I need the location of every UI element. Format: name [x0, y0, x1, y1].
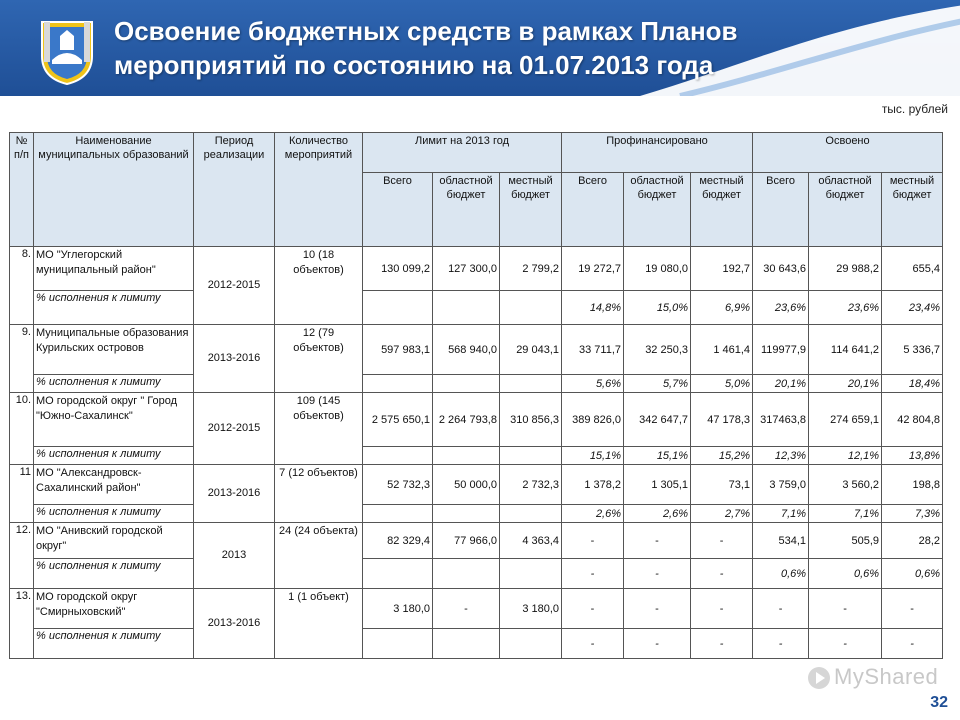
empty-cell: [363, 291, 433, 325]
value-cell: 534,1: [753, 523, 809, 559]
value-cell: 3 180,0: [363, 589, 433, 629]
percent-cell: 12,1%: [809, 447, 882, 465]
table-row: [10, 393, 943, 447]
percent-label: % исполнения к лимиту: [34, 447, 194, 465]
empty-cell: [500, 505, 562, 523]
period-cell: 2013-2016: [194, 589, 275, 659]
value-cell: -: [562, 589, 624, 629]
municipality-name: МО "Углегорский муниципальный район": [34, 247, 194, 291]
row-number: 8.: [10, 247, 34, 325]
value-cell: 310 856,3: [500, 393, 562, 447]
value-cell: 1 378,2: [562, 465, 624, 505]
header-funded-regional: областной бюджет: [624, 173, 691, 247]
row-number: 10.: [10, 393, 34, 465]
count-cell: 10 (18 объектов): [275, 247, 363, 325]
period-cell: 2012-2015: [194, 247, 275, 325]
empty-cell: [363, 375, 433, 393]
empty-cell: [363, 505, 433, 523]
value-cell: 127 300,0: [433, 247, 500, 291]
municipality-name: МО городской округ "Смирныховский": [34, 589, 194, 629]
percent-cell: 18,4%: [882, 375, 943, 393]
table-row: [10, 589, 943, 629]
value-cell: -: [691, 589, 753, 629]
percent-cell: 5,6%: [562, 375, 624, 393]
table-body: [10, 247, 943, 659]
percent-cell: 0,6%: [882, 559, 943, 589]
value-cell: 2 264 793,8: [433, 393, 500, 447]
value-cell: 655,4: [882, 247, 943, 291]
empty-cell: [433, 447, 500, 465]
percent-cell: 23,6%: [809, 291, 882, 325]
percent-cell: 5,7%: [624, 375, 691, 393]
value-cell: 82 329,4: [363, 523, 433, 559]
row-number: 12.: [10, 523, 34, 589]
value-cell: 130 099,2: [363, 247, 433, 291]
row-number: 9.: [10, 325, 34, 393]
header-mastered: Освоено: [753, 133, 943, 173]
percent-cell: -: [624, 559, 691, 589]
percent-cell: -: [691, 559, 753, 589]
table-row: [10, 523, 943, 559]
value-cell: -: [809, 589, 882, 629]
percent-cell: 12,3%: [753, 447, 809, 465]
value-cell: -: [624, 589, 691, 629]
value-cell: 2 732,3: [500, 465, 562, 505]
percent-cell: 2,6%: [562, 505, 624, 523]
count-cell: 12 (79 объектов): [275, 325, 363, 393]
value-cell: 2 575 650,1: [363, 393, 433, 447]
value-cell: 47 178,3: [691, 393, 753, 447]
slide-title: [114, 14, 834, 82]
value-cell: 342 647,7: [624, 393, 691, 447]
empty-cell: [500, 375, 562, 393]
value-cell: 274 659,1: [809, 393, 882, 447]
percent-cell: 15,1%: [624, 447, 691, 465]
table-row: [10, 247, 943, 291]
title-line-2: мероприятий по состоянию на 01.07.2013 года: [114, 50, 714, 80]
value-cell: 30 643,6: [753, 247, 809, 291]
header-mastered-total: Всего: [753, 173, 809, 247]
value-cell: 50 000,0: [433, 465, 500, 505]
coat-of-arms-icon: [38, 16, 96, 86]
empty-cell: [433, 291, 500, 325]
value-cell: 192,7: [691, 247, 753, 291]
value-cell: 1 461,4: [691, 325, 753, 375]
percent-cell: 13,8%: [882, 447, 943, 465]
row-number: 11: [10, 465, 34, 523]
percent-cell: 0,6%: [753, 559, 809, 589]
percent-cell: 0,6%: [809, 559, 882, 589]
empty-cell: [433, 375, 500, 393]
percent-row: [10, 447, 943, 465]
value-cell: 42 804,8: [882, 393, 943, 447]
percent-cell: -: [753, 629, 809, 659]
count-cell: 1 (1 объект): [275, 589, 363, 659]
value-cell: 4 363,4: [500, 523, 562, 559]
percent-cell: 15,1%: [562, 447, 624, 465]
percent-row: [10, 505, 943, 523]
value-cell: -: [753, 589, 809, 629]
percent-cell: 23,6%: [753, 291, 809, 325]
percent-label: % исполнения к лимиту: [34, 375, 194, 393]
slide-header: [0, 0, 960, 96]
value-cell: 29 988,2: [809, 247, 882, 291]
header-limit-local: местный бюджет: [500, 173, 562, 247]
value-cell: 29 043,1: [500, 325, 562, 375]
percent-cell: -: [809, 629, 882, 659]
empty-cell: [500, 629, 562, 659]
budget-table: [9, 132, 943, 659]
title-line-1: Освоение бюджетных средств в рамках Планов: [114, 16, 738, 46]
value-cell: 3 759,0: [753, 465, 809, 505]
percent-row: [10, 291, 943, 325]
empty-cell: [433, 629, 500, 659]
value-cell: -: [691, 523, 753, 559]
percent-row: [10, 559, 943, 589]
empty-cell: [363, 447, 433, 465]
value-cell: 3 560,2: [809, 465, 882, 505]
value-cell: 119977,9: [753, 325, 809, 375]
unit-label: тыс. рублей: [881, 102, 948, 116]
municipality-name: МО "Анивский городской округ": [34, 523, 194, 559]
header-funded-total: Всего: [562, 173, 624, 247]
percent-cell: -: [624, 629, 691, 659]
watermark: [808, 664, 938, 690]
empty-cell: [500, 559, 562, 589]
value-cell: 33 711,7: [562, 325, 624, 375]
percent-cell: 23,4%: [882, 291, 943, 325]
percent-cell: -: [562, 629, 624, 659]
header-count: Количество мероприятий: [275, 133, 363, 247]
value-cell: 5 336,7: [882, 325, 943, 375]
period-cell: 2013: [194, 523, 275, 589]
value-cell: 1 305,1: [624, 465, 691, 505]
percent-cell: 5,0%: [691, 375, 753, 393]
period-cell: 2013-2016: [194, 325, 275, 393]
value-cell: 19 080,0: [624, 247, 691, 291]
value-cell: 73,1: [691, 465, 753, 505]
header-name: Наименование муниципальных образований: [34, 133, 194, 247]
percent-cell: -: [562, 559, 624, 589]
municipality-name: МО городской округ " Город "Южно-Сахалинск": [34, 393, 194, 447]
value-cell: 389 826,0: [562, 393, 624, 447]
value-cell: 568 940,0: [433, 325, 500, 375]
empty-cell: [500, 291, 562, 325]
value-cell: 114 641,2: [809, 325, 882, 375]
value-cell: 317463,8: [753, 393, 809, 447]
period-cell: 2012-2015: [194, 393, 275, 465]
percent-label: % исполнения к лимиту: [34, 559, 194, 589]
period-cell: 2013-2016: [194, 465, 275, 523]
percent-label: % исполнения к лимиту: [34, 291, 194, 325]
empty-cell: [500, 447, 562, 465]
percent-cell: 15,2%: [691, 447, 753, 465]
percent-label: % исполнения к лимиту: [34, 629, 194, 659]
percent-cell: 7,1%: [809, 505, 882, 523]
value-cell: -: [882, 589, 943, 629]
municipality-name: Муниципальные образования Курильских островов: [34, 325, 194, 375]
value-cell: 505,9: [809, 523, 882, 559]
header-limit-regional: областной бюджет: [433, 173, 500, 247]
value-cell: 77 966,0: [433, 523, 500, 559]
header-funded: Профинансировано: [562, 133, 753, 173]
percent-cell: 2,6%: [624, 505, 691, 523]
empty-cell: [363, 559, 433, 589]
percent-cell: -: [882, 629, 943, 659]
header-funded-local: местный бюджет: [691, 173, 753, 247]
header-limit-total: Всего: [363, 173, 433, 247]
value-cell: 19 272,7: [562, 247, 624, 291]
percent-row: [10, 629, 943, 659]
percent-label: % исполнения к лимиту: [34, 505, 194, 523]
percent-cell: 2,7%: [691, 505, 753, 523]
percent-cell: 7,3%: [882, 505, 943, 523]
percent-cell: 15,0%: [624, 291, 691, 325]
count-cell: 109 (145 объектов): [275, 393, 363, 465]
count-cell: 7 (12 объектов): [275, 465, 363, 523]
header-mastered-local: местный бюджет: [882, 173, 943, 247]
empty-cell: [433, 559, 500, 589]
value-cell: 28,2: [882, 523, 943, 559]
value-cell: -: [624, 523, 691, 559]
percent-row: [10, 375, 943, 393]
header-num: № п/п: [10, 133, 34, 247]
header-limit: Лимит на 2013 год: [363, 133, 562, 173]
percent-cell: 7,1%: [753, 505, 809, 523]
value-cell: -: [562, 523, 624, 559]
municipality-name: МО "Александровск-Сахалинский район": [34, 465, 194, 505]
empty-cell: [363, 629, 433, 659]
value-cell: -: [433, 589, 500, 629]
value-cell: 2 799,2: [500, 247, 562, 291]
watermark-text: MyShared: [834, 664, 939, 689]
value-cell: 597 983,1: [363, 325, 433, 375]
header-mastered-regional: областной бюджет: [809, 173, 882, 247]
page-number: 32: [930, 694, 948, 711]
table-row: [10, 465, 943, 505]
row-number: 13.: [10, 589, 34, 659]
percent-cell: 14,8%: [562, 291, 624, 325]
percent-cell: 20,1%: [809, 375, 882, 393]
percent-cell: 20,1%: [753, 375, 809, 393]
table-row: [10, 325, 943, 375]
percent-cell: -: [691, 629, 753, 659]
value-cell: 32 250,3: [624, 325, 691, 375]
value-cell: 198,8: [882, 465, 943, 505]
empty-cell: [433, 505, 500, 523]
value-cell: 52 732,3: [363, 465, 433, 505]
count-cell: 24 (24 объекта): [275, 523, 363, 589]
percent-cell: 6,9%: [691, 291, 753, 325]
play-icon: [808, 667, 830, 689]
value-cell: 3 180,0: [500, 589, 562, 629]
header-period: Период реализации: [194, 133, 275, 247]
